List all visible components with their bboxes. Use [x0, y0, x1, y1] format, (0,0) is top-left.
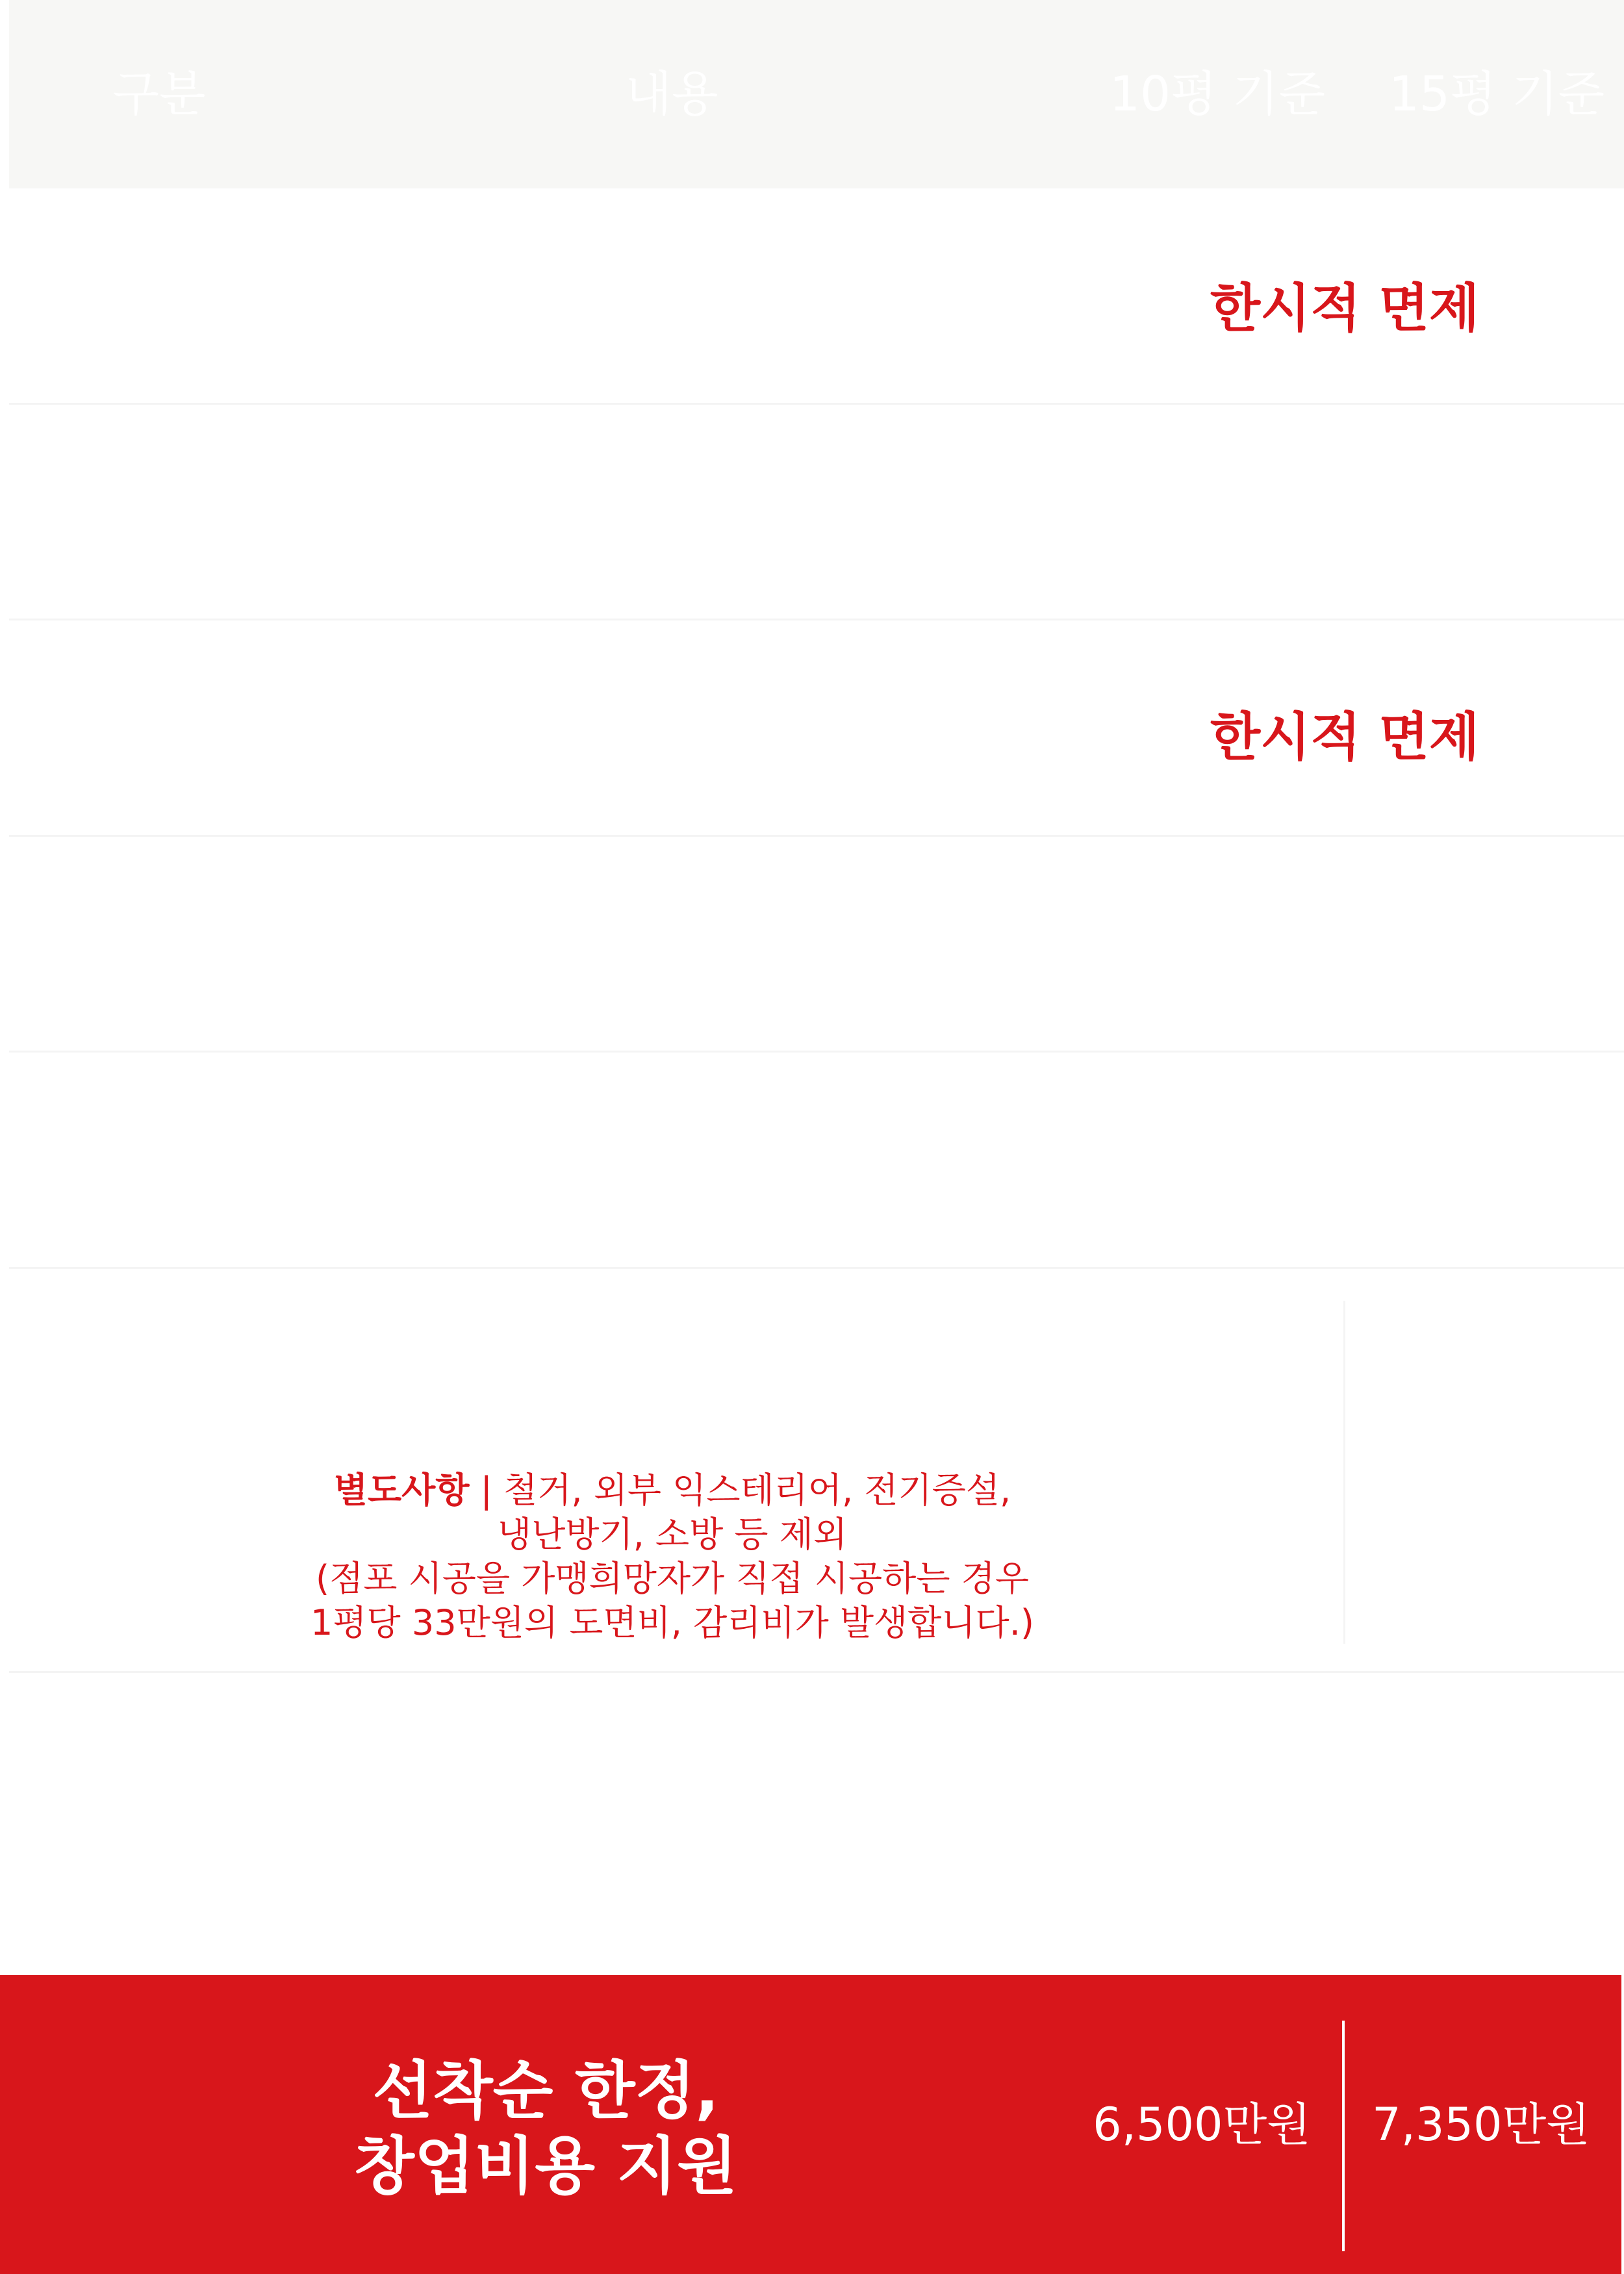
note-line-4: 1평당 33만원의 도면비, 감리비가 발생합니다.): [311, 1602, 1034, 1643]
row-divider: [9, 1267, 1624, 1269]
banner-column-divider: [1342, 2021, 1345, 2251]
banner-title-line-2: 창업비용 지원: [354, 2130, 737, 2203]
separate-items-note: [195, 1468, 1150, 1645]
header-10py: 10평 기준: [1109, 66, 1326, 122]
row-divider: [9, 1671, 1624, 1673]
row3-waiver-text: 한시적 면제: [1210, 707, 1480, 767]
row1-waiver-text: 한시적 면제: [1210, 278, 1480, 339]
row-divider: [9, 619, 1624, 620]
column-divider: [1343, 1301, 1345, 1644]
note-separator: |: [469, 1470, 504, 1511]
banner-title: [286, 2053, 806, 2204]
note-line-1: [195, 1468, 1150, 1513]
note-line-3: (점포 시공을 가맹희망자가 직접 시공하는 경우: [315, 1558, 1029, 1599]
header-15py: 15평 기준: [1388, 66, 1605, 122]
table-header: [9, 0, 1624, 188]
price-15py: 7,350만원: [1372, 2098, 1590, 2151]
note-line-2: 냉난방기, 소방 등 제외: [497, 1514, 848, 1555]
row-divider: [9, 403, 1624, 405]
banner-title-line-1: 선착순 한정,: [372, 2054, 719, 2127]
row-divider: [9, 835, 1624, 837]
note-label: 별도사항: [333, 1470, 470, 1511]
header-content: 내용: [625, 66, 718, 122]
note-text-1: 철거, 외부 익스테리어, 전기증설,: [503, 1470, 1011, 1511]
total-cost-banner: [0, 1975, 1621, 2274]
header-category: 구분: [112, 66, 206, 122]
price-10py: 6,500만원: [1093, 2098, 1311, 2151]
row-divider: [9, 1051, 1624, 1053]
